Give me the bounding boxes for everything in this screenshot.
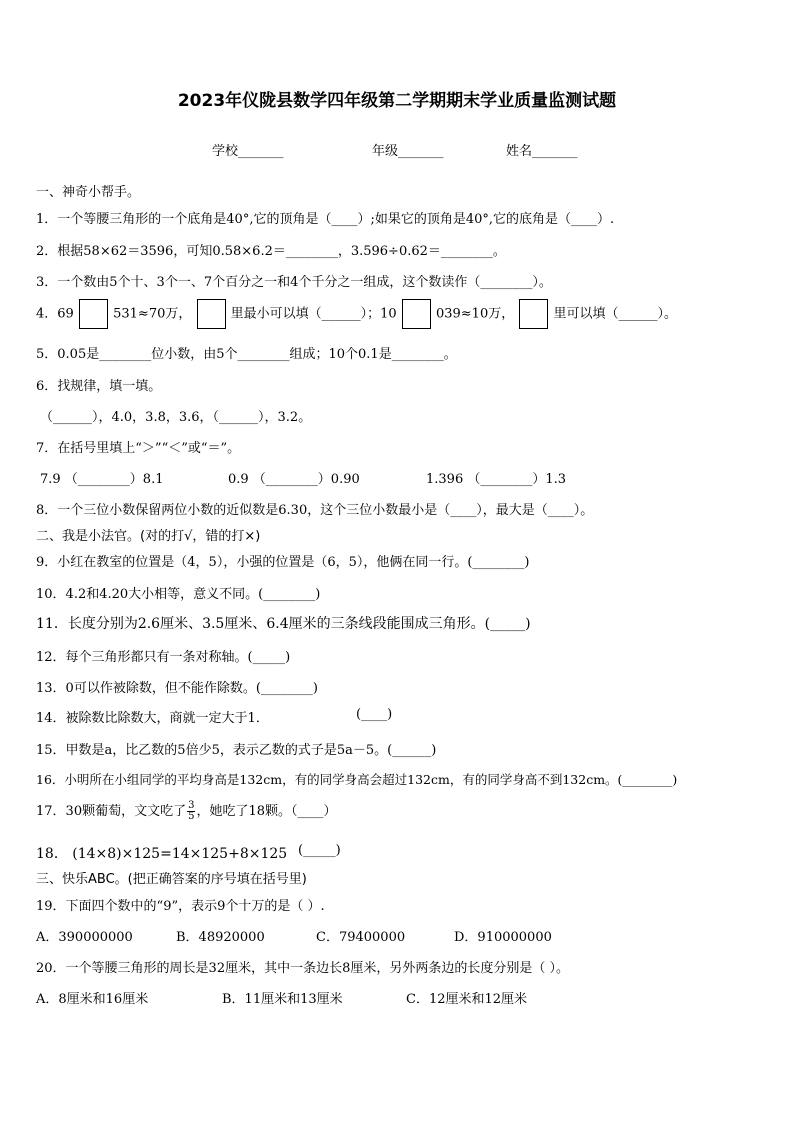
- question-7: 7．在括号里填上“＞”“＜”或“＝”。: [36, 441, 241, 456]
- question-4: [36, 299, 677, 329]
- question-16: 16．小明所在小组同学的平均身高是132cm，有的同学身高会超过132cm，有的同学身高不到132cm。(________): [36, 772, 678, 787]
- question-12: 12．每个三角形都只有一条对称轴。(_____): [36, 650, 291, 665]
- fraction: [187, 801, 195, 822]
- question-1: 1．一个等腰三角形的一个底角是40°,它的顶角是（____）;如果它的顶角是40°,它的底角是（____）.: [36, 212, 615, 227]
- option-c[interactable]: C．12厘米和12厘米: [406, 992, 528, 1007]
- grade-field[interactable]: 年级_______: [372, 144, 444, 159]
- question-6: 6．找规律，填一填。: [36, 379, 162, 394]
- question-15: 15．甲数是a，比乙数的5倍少5，表示乙数的式子是5a－5。(______): [36, 743, 437, 758]
- fraction-denominator: 5: [188, 811, 195, 822]
- option-b[interactable]: B．11厘米和13厘米: [222, 992, 343, 1007]
- question-14: 14．被除数比除数大，商就一定大于1．: [36, 711, 269, 726]
- question-6-sequence: （______），4.0，3.8，3.6，（______），3.2。: [40, 410, 312, 425]
- section-heading: 二、我是小法官。(对的打√，错的打×): [36, 529, 261, 544]
- section-heading: 一、神奇小帮手。: [36, 185, 141, 200]
- question-4-part: 里可以填（______）。: [553, 306, 678, 322]
- question-4-part: 039≈10万，: [435, 306, 515, 322]
- page-title: 2023年仪陇县数学四年级第二学期期末学业质量监测试题: [177, 91, 617, 111]
- section-heading: 三、快乐ABC。(把正确答案的序号填在括号里): [36, 872, 307, 887]
- answer-box[interactable]: [197, 299, 226, 329]
- question-7-item: 1.396 （________）1.3: [426, 472, 567, 487]
- name-field[interactable]: 姓名_______: [506, 144, 578, 159]
- question-17-part: 17．30颗葡萄，文文吃了: [36, 804, 187, 819]
- answer-blank[interactable]: (____): [356, 707, 393, 722]
- question-18: 18． (14×8)×125=14×125+8×125: [36, 846, 288, 862]
- question-19: 19．下面四个数中的“9”，表示9个十万的是（ ）.: [36, 899, 325, 914]
- option-d[interactable]: D．910000000: [454, 930, 552, 945]
- answer-box[interactable]: [519, 299, 548, 329]
- question-9: 9．小红在教室的位置是（4，5），小强的位置是（6，5），他俩在同一行。(________): [36, 555, 530, 570]
- question-11: 11．长度分别为2.6厘米、3.5厘米、6.4厘米的三条线段能围成三角形。(_____): [36, 616, 531, 632]
- question-13: 13．0可以作被除数，但不能作除数。(________): [36, 681, 318, 696]
- question-4-part: 里最小可以填（______）；10: [230, 306, 397, 322]
- question-4-part: 531≈70万，: [113, 306, 192, 322]
- question-8: 8．一个三位小数保留两位小数的近似数是6.30，这个三位小数最小是（____），最大是（____）。: [36, 503, 594, 518]
- question-17-part: ，她吃了18颗。（____）: [196, 804, 337, 819]
- question-17: [36, 800, 337, 822]
- option-a[interactable]: A．390000000: [36, 930, 133, 945]
- question-2: 2．根据58×62＝3596，可知0.58×6.2＝________，3.596÷0.62＝________。: [36, 244, 506, 259]
- question-3: 3．一个数由5个十、3个一、7个百分之一和4个千分之一组成，这个数读作（________）。: [36, 275, 552, 290]
- answer-box[interactable]: [402, 299, 431, 329]
- question-10: 10．4.2和4.20大小相等，意义不同。(________): [36, 587, 321, 602]
- option-a[interactable]: A．8厘米和16厘米: [36, 992, 149, 1007]
- question-7-item: 7.9 （________）8.1: [40, 472, 164, 487]
- question-5: 5．0.05是________位小数，由5个________组成；10个0.1是________。: [36, 347, 457, 362]
- question-20: 20．一个等腰三角形的周长是32厘米，其中一条边长8厘米，另外两条边的长度分别是（ ）。: [36, 961, 569, 976]
- school-field[interactable]: 学校_______: [212, 144, 284, 159]
- option-b[interactable]: B．48920000: [176, 930, 265, 945]
- question-4-part: 4．69: [36, 306, 74, 322]
- answer-blank[interactable]: (_____): [298, 843, 341, 858]
- fraction-numerator: 3: [188, 800, 195, 811]
- question-7-item: 0.9 （________）0.90: [228, 472, 360, 487]
- answer-box[interactable]: [79, 299, 108, 329]
- option-c[interactable]: C．79400000: [316, 930, 406, 945]
